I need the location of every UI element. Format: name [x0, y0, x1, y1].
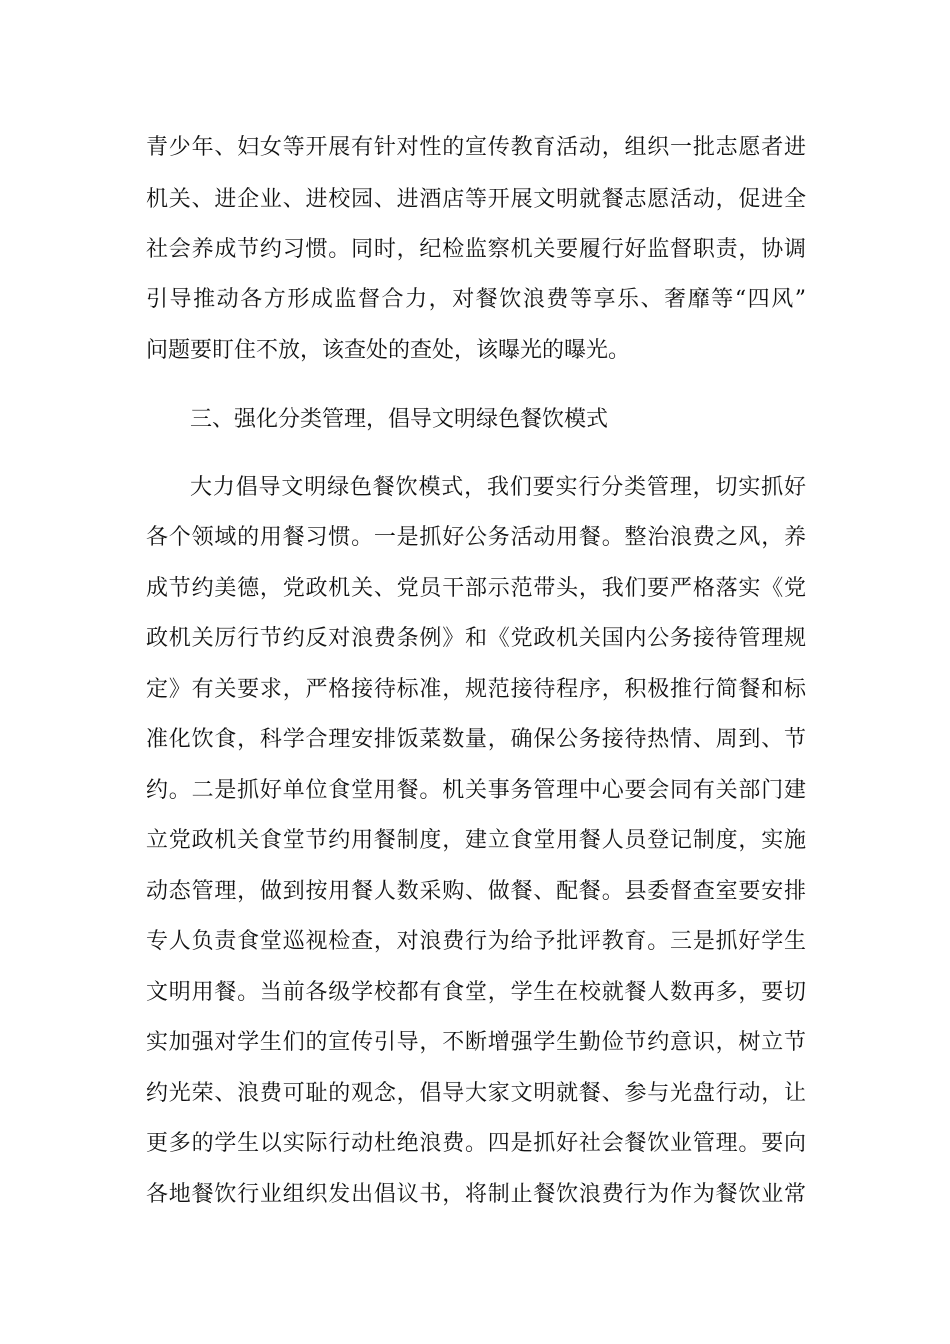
paragraph-2-line-5: 定》有关要求，严格接待标准，规范接待程序，积极推行简餐和标: [146, 677, 806, 702]
section-heading-3: 三、强化分类管理，倡导文明绿色餐饮模式: [190, 407, 609, 432]
paragraph-2-line-9: 动态管理，做到按用餐人数采购、做餐、配餐。县委督查室要安排: [146, 879, 806, 904]
paragraph-2-line-15: 各地餐饮行业组织发出倡议书，将制止餐饮浪费行为作为餐饮业常: [146, 1182, 806, 1207]
paragraph-1-line-2: 机关、进企业、进校园、进酒店等开展文明就餐志愿活动，促进全: [146, 187, 806, 212]
paragraph-2-line-2: 各个领域的用餐习惯。一是抓好公务活动用餐。整治浪费之风，养: [146, 525, 806, 550]
paragraph-2-line-1: 大力倡导文明绿色餐饮模式，我们要实行分类管理，切实抓好: [190, 475, 806, 500]
paragraph-1-line-5: 问题要盯住不放，该查处的查处，该曝光的曝光。: [146, 338, 631, 363]
paragraph-2-line-3: 成节约美德，党政机关、党员干部示范带头，我们要严格落实《党: [146, 576, 806, 601]
paragraph-2-line-6: 准化饮食，科学合理安排饭菜数量，确保公务接待热情、周到、节: [146, 727, 806, 752]
paragraph-1-line-1: 青少年、妇女等开展有针对性的宣传教育活动，组织一批志愿者进: [146, 135, 806, 160]
paragraph-2-line-4: 政机关厉行节约反对浪费条例》和《党政机关国内公务接待管理规: [146, 626, 806, 651]
paragraph-2-line-12: 实加强对学生们的宣传引导，不断增强学生勤俭节约意识，树立节: [146, 1030, 806, 1055]
paragraph-2-line-8: 立党政机关食堂节约用餐制度，建立食堂用餐人员登记制度，实施: [146, 828, 806, 853]
paragraph-2-line-7: 约。二是抓好单位食堂用餐。机关事务管理中心要会同有关部门建: [146, 778, 806, 803]
paragraph-2-line-10: 专人负责食堂巡视检查，对浪费行为给予批评教育。三是抓好学生: [146, 929, 806, 954]
paragraph-2-line-13: 约光荣、浪费可耻的观念，倡导大家文明就餐、参与光盘行动，让: [146, 1081, 806, 1106]
paragraph-1-line-3: 社会养成节约习惯。同时，纪检监察机关要履行好监督职责，协调: [146, 237, 806, 262]
paragraph-2-line-11: 文明用餐。当前各级学校都有食堂，学生在校就餐人数再多，要切: [146, 980, 806, 1005]
paragraph-1-line-4: 引导推动各方形成监督合力，对餐饮浪费等享乐、奢靡等“四风”: [146, 287, 806, 312]
paragraph-2-line-14: 更多的学生以实际行动杜绝浪费。四是抓好社会餐饮业管理。要向: [146, 1131, 806, 1156]
